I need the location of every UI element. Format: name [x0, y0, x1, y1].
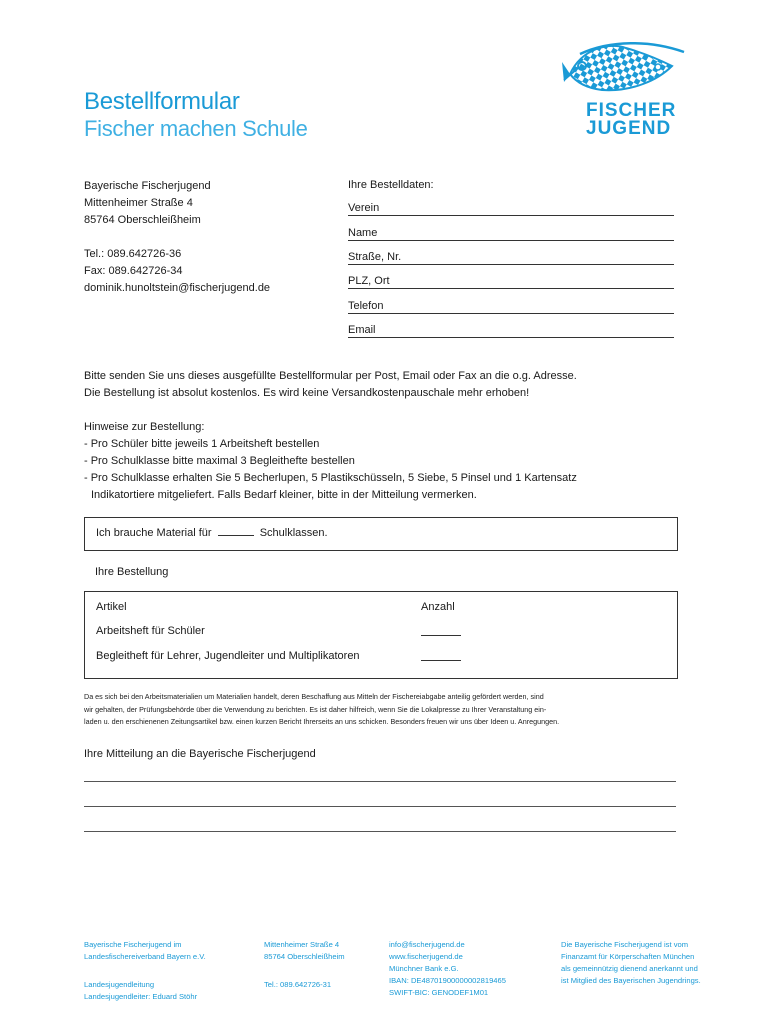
page-subtitle: Fischer machen Schule: [84, 116, 308, 141]
col-qty-header: Anzahl: [421, 601, 455, 613]
footer-col-org: [84, 939, 206, 1003]
notes-heading: Hinweise zur Bestellung:: [84, 421, 205, 433]
footer-line: Landesjugendleitung: [84, 980, 155, 989]
message-line-3[interactable]: [84, 831, 676, 832]
fischerjugend-logo: [560, 40, 690, 140]
message-heading: Ihre Mitteilung an die Bayerische Fischerjugend: [84, 748, 316, 760]
footer-line: Die Bayerische Fischerjugend ist vom: [561, 940, 689, 949]
qty-begleitheft-field[interactable]: [421, 660, 461, 661]
name-field[interactable]: Name: [348, 227, 674, 243]
disclaimer-line: laden u. den erschienenen Zeitungsartikel bzw. einen kurzen Bericht Ihrerseits an uns schicken. Besonders freuen wir uns über Ideen u. Anregungen.: [84, 717, 560, 727]
order-notes: [84, 419, 577, 504]
footer-line: ist Mitglied des Bayerischen Jugendrings.: [561, 976, 701, 985]
footer-line: Landesfischereiverband Bayern e.V.: [84, 952, 206, 961]
footer-line: als gemeinnützig dienend anerkannt und: [561, 964, 698, 973]
footer-col-status: [561, 939, 701, 987]
col-article-header: Artikel: [96, 601, 127, 613]
email-field[interactable]: Email: [348, 324, 674, 340]
street-field[interactable]: Straße, Nr.: [348, 251, 674, 267]
footer-line: Landesjugendleiter: Eduard Stöhr: [84, 992, 198, 1001]
material-sentence: [96, 527, 328, 539]
notes-item: - Pro Schulklasse erhalten Sie 5 Becherlupen, 5 Plastikschüsseln, 5 Siebe, 5 Pinsel und 1 Kartensatz: [84, 472, 577, 484]
logo-text-fischer: FISCHER: [586, 100, 677, 121]
table-row-label: Begleitheft für Lehrer, Jugendleiter und Multiplikatoren: [96, 650, 360, 662]
logo-text-jugend: JUGEND: [586, 118, 672, 139]
footer-email-link[interactable]: info@fischerjugend.de: [389, 940, 465, 949]
qty-arbeitsheft-field[interactable]: [421, 635, 461, 636]
footer-line: Finanzamt für Körperschaften München: [561, 952, 695, 961]
order-data-heading: Ihre Bestelldaten:: [348, 179, 434, 191]
city-field[interactable]: PLZ, Ort: [348, 275, 674, 291]
instructions-line: Bitte senden Sie uns dieses ausgefüllte Bestellformular per Post, Email oder Fax an die o.g. Adresse.: [84, 370, 577, 382]
order-table: [84, 591, 678, 679]
footer-web-link[interactable]: www.fischerjugend.de: [389, 952, 463, 961]
sender-tel: Tel.: 089.642726-36: [84, 248, 182, 260]
material-prefix: Ich brauche Material für: [96, 527, 212, 539]
message-line-2[interactable]: [84, 806, 676, 807]
sender-line: Bayerische Fischerjugend: [84, 180, 211, 192]
fish-icon: [560, 40, 690, 100]
footer-line: Münchner Bank e.G.: [389, 964, 459, 973]
footer-col-contact: [389, 939, 506, 999]
instructions-line: Die Bestellung ist absolut kostenlos. Es wird keine Versandkostenpauschale mehr erhoben!: [84, 387, 530, 399]
footer-line: Tel.: 089.642726-31: [264, 980, 332, 989]
material-suffix: Schulklassen.: [259, 527, 328, 539]
sender-address: [84, 178, 270, 297]
sender-fax: Fax: 089.642726-34: [84, 265, 183, 277]
order-table-heading: Ihre Bestellung: [95, 566, 169, 578]
verein-field[interactable]: Verein: [348, 202, 674, 218]
class-count-field[interactable]: [218, 527, 254, 536]
message-line-1[interactable]: [84, 781, 676, 782]
material-box: [84, 517, 678, 551]
instructions: [84, 368, 577, 402]
footer-line: SWIFT-BIC: GENODEF1M01: [389, 988, 489, 997]
disclaimer: [84, 691, 684, 729]
phone-field[interactable]: Telefon: [348, 300, 674, 316]
table-row-label: Arbeitsheft für Schüler: [96, 625, 205, 637]
disclaimer-line: wir gehalten, der Prüfungsbehörde über die Verwendung zu berichten. Es ist daher hilfreich, wenn Sie die Lokalpresse zu Ihrer Veranstaltung ein-: [84, 704, 547, 714]
sender-line: Mittenheimer Straße 4: [84, 197, 193, 209]
notes-item: - Pro Schulklasse bitte maximal 3 Begleithefte bestellen: [84, 455, 355, 467]
page-title: Bestellformular: [84, 88, 240, 115]
footer-line: Mittenheimer Straße 4: [264, 940, 340, 949]
notes-item: Indikatortiere mitgeliefert. Falls Bedarf kleiner, bitte in der Mitteilung vermerken.: [91, 489, 477, 501]
footer-line: IBAN: DE48701900000002819465: [389, 976, 506, 985]
footer-line: 85764 Oberschleißheim: [264, 952, 345, 961]
footer-line: Bayerische Fischerjugend im: [84, 940, 182, 949]
sender-email[interactable]: dominik.hunoltstein@fischerjugend.de: [84, 282, 271, 294]
disclaimer-line: Da es sich bei den Arbeitsmaterialien um Materialien handelt, deren Beschaffung aus Mitteln der Fischereiabgabe anteilig gefördert werden, sind: [84, 692, 544, 701]
footer-col-address: [264, 939, 345, 991]
notes-item: - Pro Schüler bitte jeweils 1 Arbeitsheft bestellen: [84, 438, 320, 450]
sender-line: 85764 Oberschleißheim: [84, 214, 201, 226]
